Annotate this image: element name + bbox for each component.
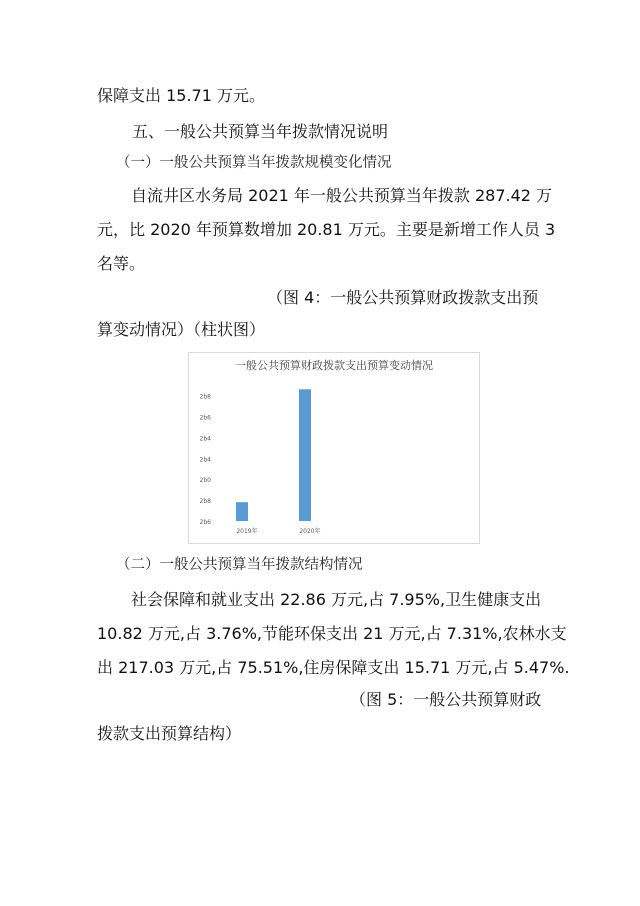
y-tick-label: 2b6 — [199, 519, 211, 526]
figure-caption: 算变动情况）（柱状图） — [97, 320, 266, 339]
y-tick-label: 2b8 — [199, 498, 211, 506]
y-tick-label: 2b0 — [199, 477, 211, 485]
y-tick-label: 2b4 — [199, 456, 211, 464]
paragraph-line: 10.82 万元,占 3.76%,节能环保支出 21 万元,占 7.31%,农林水支 — [97, 624, 567, 643]
paragraph-line: 自流井区水务局 2021 年一般公共预算当年拨款 287.42 万 — [131, 186, 553, 205]
bar-2020年 — [299, 389, 311, 521]
paragraph-line: 保障支出 15.71 万元。 — [97, 86, 265, 105]
paragraph-line: 出 217.03 万元,占 75.51%,住房保障支出 15.71 万元,占 5.47%. — [97, 658, 570, 677]
paragraph-line: 元，比 2020 年预算数增加 20.81 万元。主要是新增工作人员 3 — [97, 220, 556, 239]
bar-chart — [188, 352, 480, 544]
chart-title: 一般公共预算财政拨款支出预算变动情况 — [235, 359, 433, 372]
subsection-heading: （二）一般公共预算当年拨款结构情况 — [116, 557, 363, 573]
bar-2019年 — [236, 502, 248, 521]
figure-caption: （图 5：一般公共预算财政 — [350, 690, 542, 709]
figure-caption: （图 4：一般公共预算财政拨款支出预 — [267, 288, 539, 307]
paragraph-line: 名等。 — [97, 254, 146, 273]
paragraph-line: 社会保障和就业支出 22.86 万元,占 7.95%,卫生健康支出 — [131, 590, 542, 609]
x-tick-label: 2020年 — [299, 528, 321, 535]
y-tick-label: 2b8 — [199, 393, 211, 401]
y-tick-label: 2b6 — [199, 414, 211, 422]
x-tick-label: 2019年 — [236, 528, 258, 535]
subsection-heading: （一）一般公共预算当年拨款规模变化情况 — [116, 155, 392, 171]
y-tick-label: 2b4 — [199, 435, 211, 443]
figure-caption: 拨款支出预算结构） — [97, 724, 242, 743]
chart-canvas — [189, 353, 479, 543]
section-heading: 五、一般公共预算当年拨款情况说明 — [132, 122, 389, 141]
